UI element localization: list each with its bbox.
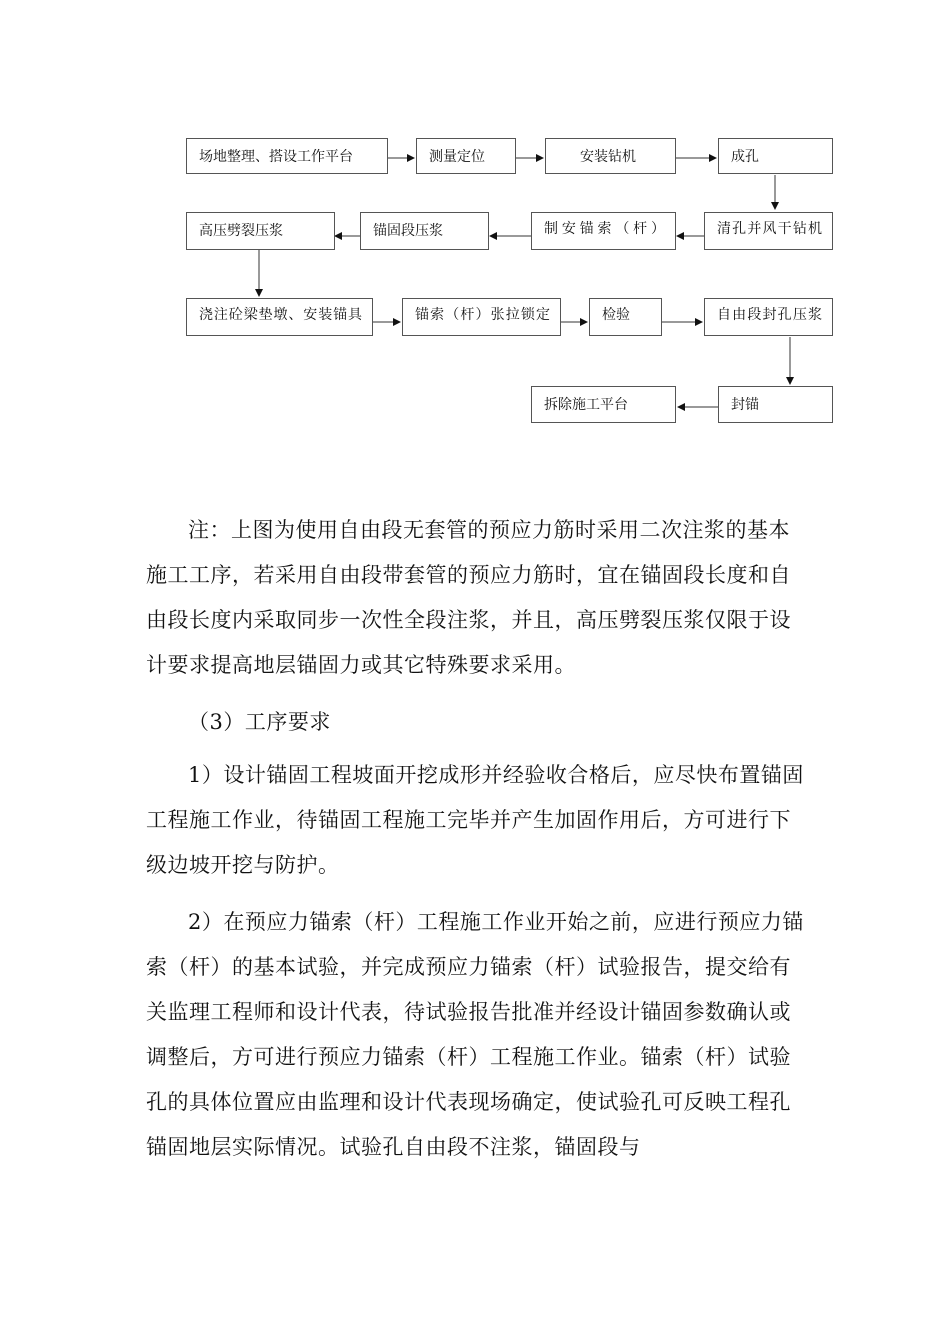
- step-seal-anchor: 封锚: [718, 386, 833, 423]
- step-inspect: 检验: [589, 298, 662, 336]
- step-drilling: 成孔: [718, 138, 833, 174]
- step-install-drill: 安装钻机: [545, 138, 676, 174]
- step-survey: 测量定位: [416, 138, 516, 174]
- step-high-pressure-grout: 高压劈裂压浆: [186, 212, 335, 250]
- step-remove-platform: 拆除施工平台: [531, 386, 676, 423]
- requirement-item-2: 2）在预应力锚索（杆）工程施工作业开始之前，应进行预应力锚索（杆）的基本试验，并完成预应力锚索（杆）试验报告，提交给有关监理工程师和设计代表，待试验报告批准并经设计锚固参数确认或调整后，方可进行预应力锚索（杆）工程施工作业。锚索（杆）试验孔的具体位置应由监理和设计代表现场确定，使试验孔可反映工程孔锚固地层实际情况。试验孔自由段不注浆，锚固段与: [146, 910, 804, 1159]
- step-clean-hole: 清孔并风干钻机: [704, 212, 833, 250]
- step-site-prep: 场地整理、搭设工作平台: [186, 138, 388, 174]
- step-pour-beam: 浇注砼梁垫墩、安装锚具: [186, 298, 373, 336]
- step-free-seal-grout: 自由段封孔压浆: [704, 298, 833, 336]
- step-anchor-grout: 锚固段压浆: [360, 212, 489, 250]
- section-heading: （3）工序要求: [188, 710, 331, 734]
- step-make-anchor: 制安锚索（杆）: [531, 212, 676, 250]
- note-paragraph: 注：上图为使用自由段无套管的预应力筋时采用二次注浆的基本施工工序，若采用自由段带套管的预应力筋时，宜在锚固段长度和自由段长度内采取同步一次性全段注浆，并且，高压劈裂压浆仅限于设计要求提高地层锚固力或其它特殊要求采用。: [146, 518, 791, 677]
- step-tension-lock: 锚索（杆）张拉锁定: [402, 298, 561, 336]
- requirement-item-1: 1）设计锚固工程坡面开挖成形并经验收合格后，应尽快布置锚固工程施工作业，待锚固工程施工完毕并产生加固作用后，方可进行下级边坡开挖与防护。: [146, 763, 804, 877]
